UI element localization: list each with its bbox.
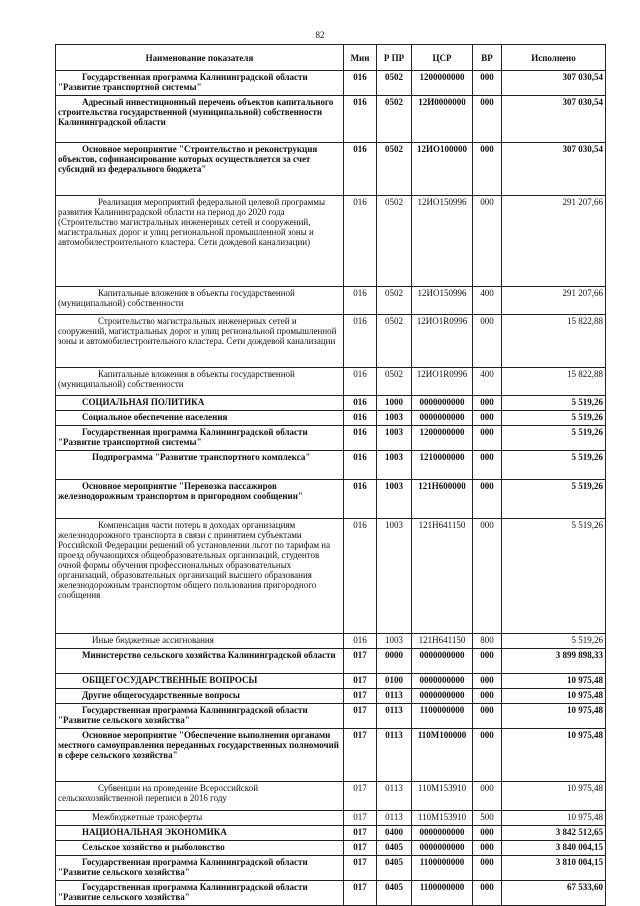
cell-rpr: 1000	[377, 396, 412, 411]
table-row	[56, 143, 606, 196]
header-csr: ЦСР	[412, 45, 473, 71]
table-row	[56, 396, 606, 411]
cell-rpr: 0502	[377, 315, 412, 368]
cell-done: 307 030,54	[502, 143, 606, 196]
cell-csr: 1200000000	[412, 426, 473, 451]
cell-rpr: 0000	[377, 649, 412, 674]
cell-name: НАЦИОНАЛЬНАЯ ЭКОНОМИКА	[56, 826, 344, 841]
cell-name: Адресный инвестиционный перечень объектов капитального строительства государственной (муниципальной) собственности Калининградской области	[56, 96, 344, 143]
cell-done: 15 822,88	[502, 315, 606, 368]
cell-csr: 110М100000	[412, 729, 473, 782]
cell-csr: 121Н641150	[412, 634, 473, 649]
cell-done: 10 975,48	[502, 782, 606, 811]
cell-name: Государственная программа Калининградской области "Развитие сельского хозяйства"	[56, 881, 344, 906]
cell-min: 017	[344, 674, 377, 689]
cell-vr: 000	[473, 826, 502, 841]
cell-vr: 000	[473, 649, 502, 674]
cell-min: 017	[344, 649, 377, 674]
cell-rpr: 0502	[377, 196, 412, 287]
cell-min: 016	[344, 519, 377, 634]
table-row	[56, 96, 606, 143]
cell-csr: 0000000000	[412, 826, 473, 841]
cell-done: 15 822,88	[502, 368, 606, 396]
cell-vr: 400	[473, 368, 502, 396]
cell-min: 017	[344, 826, 377, 841]
cell-done: 5 519,26	[502, 396, 606, 411]
table-row	[56, 881, 606, 906]
cell-csr: 0000000000	[412, 841, 473, 856]
cell-rpr: 0502	[377, 96, 412, 143]
cell-min: 016	[344, 451, 377, 480]
table-row	[56, 315, 606, 368]
cell-vr: 000	[473, 674, 502, 689]
cell-csr: 1100000000	[412, 881, 473, 906]
cell-done: 3 810 004,15	[502, 856, 606, 881]
cell-done: 307 030,54	[502, 96, 606, 143]
cell-name: Основное мероприятие "Перевозка пассажиров железнодорожным транспортом в пригородном сообщении"	[56, 480, 344, 519]
cell-vr: 000	[473, 881, 502, 906]
cell-min: 017	[344, 881, 377, 906]
cell-rpr: 0113	[377, 782, 412, 811]
cell-done: 5 519,26	[502, 634, 606, 649]
cell-vr: 400	[473, 287, 502, 315]
table-row	[56, 674, 606, 689]
cell-vr: 000	[473, 704, 502, 729]
cell-name: Социальное обеспечение населения	[56, 411, 344, 426]
table-row	[56, 426, 606, 451]
cell-vr: 000	[473, 519, 502, 634]
header-rpr: Р ПР	[377, 45, 412, 71]
cell-rpr: 0405	[377, 856, 412, 881]
table-header-row	[56, 45, 606, 71]
cell-done: 3 899 898,33	[502, 649, 606, 674]
table-row	[56, 689, 606, 704]
table-row	[56, 782, 606, 811]
cell-csr: 12ИО150996	[412, 196, 473, 287]
cell-min: 016	[344, 143, 377, 196]
cell-csr: 1100000000	[412, 704, 473, 729]
cell-min: 016	[344, 634, 377, 649]
cell-min: 016	[344, 71, 377, 96]
cell-name: Компенсация части потерь в доходах организациям железнодорожного транспорта в связи с принятием субъектами Российской Федерации решений об установлении льгот по тарифам на проезд обучающихся общеобразовательных организаций, студентов очной формы обучения профессиональных образовательных организаций, образовательных организаций высшего образования железнодорожным транспортом общего пользования пригородного сообщения	[56, 519, 344, 634]
cell-done: 3 842 512,65	[502, 826, 606, 841]
cell-name: Межбюджетные трансферты	[56, 811, 344, 826]
cell-rpr: 1003	[377, 519, 412, 634]
cell-name: Иные бюджетные ассигнования	[56, 634, 344, 649]
cell-vr: 000	[473, 196, 502, 287]
header-name: Наименование показателя	[56, 45, 344, 71]
table-row	[56, 649, 606, 674]
cell-name: Реализация мероприятий федеральной целевой программы развития Калининградской области на период до 2020 года (Строительство магистральных инженерных сетей и сооружений, магистральных дорог и улиц региональной промышленной зоны и автомобилестроительного кластера. Сети дождевой канализации)	[56, 196, 344, 287]
cell-name: Сельское хозяйство и рыболовство	[56, 841, 344, 856]
cell-min: 017	[344, 782, 377, 811]
cell-rpr: 0405	[377, 841, 412, 856]
cell-rpr: 0113	[377, 729, 412, 782]
cell-vr: 000	[473, 315, 502, 368]
cell-vr: 000	[473, 480, 502, 519]
cell-csr: 12ИО150996	[412, 287, 473, 315]
cell-name: Другие общегосударственные вопросы	[56, 689, 344, 704]
cell-done: 5 519,26	[502, 519, 606, 634]
cell-rpr: 1003	[377, 411, 412, 426]
cell-name: Государственная программа Калининградской области "Развитие сельского хозяйства"	[56, 704, 344, 729]
cell-vr: 800	[473, 634, 502, 649]
cell-csr: 12ИО1R0996	[412, 315, 473, 368]
table-row	[56, 704, 606, 729]
cell-rpr: 0502	[377, 71, 412, 96]
cell-min: 016	[344, 426, 377, 451]
cell-done: 10 975,48	[502, 674, 606, 689]
table-row	[56, 811, 606, 826]
cell-csr: 1200000000	[412, 71, 473, 96]
cell-csr: 12И0000000	[412, 96, 473, 143]
table-row	[56, 856, 606, 881]
cell-min: 017	[344, 689, 377, 704]
cell-done: 10 975,48	[502, 689, 606, 704]
cell-vr: 500	[473, 811, 502, 826]
cell-csr: 1210000000	[412, 451, 473, 480]
cell-min: 017	[344, 856, 377, 881]
table-row	[56, 634, 606, 649]
cell-done: 5 519,26	[502, 451, 606, 480]
table-row	[56, 287, 606, 315]
cell-rpr: 0405	[377, 881, 412, 906]
table-body	[56, 71, 606, 906]
cell-rpr: 0502	[377, 143, 412, 196]
cell-name: Министерство сельского хозяйства Калининградской области	[56, 649, 344, 674]
table-row	[56, 826, 606, 841]
cell-rpr: 0502	[377, 287, 412, 315]
cell-done: 67 533,60	[502, 881, 606, 906]
cell-name: Капитальные вложения в объекты государственной (муниципальной) собственности	[56, 368, 344, 396]
cell-vr: 000	[473, 689, 502, 704]
cell-vr: 000	[473, 729, 502, 782]
cell-rpr: 0502	[377, 368, 412, 396]
cell-csr: 110М153910	[412, 811, 473, 826]
cell-name: Капитальные вложения в объекты государственной (муниципальной) собственности	[56, 287, 344, 315]
table-row	[56, 196, 606, 287]
table-row	[56, 729, 606, 782]
cell-min: 016	[344, 196, 377, 287]
cell-vr: 000	[473, 426, 502, 451]
cell-vr: 000	[473, 841, 502, 856]
page-number: 82	[315, 30, 325, 40]
cell-done: 10 975,48	[502, 704, 606, 729]
cell-min: 016	[344, 315, 377, 368]
cell-csr: 121Н600000	[412, 480, 473, 519]
cell-min: 017	[344, 729, 377, 782]
cell-name: Основное мероприятие "Обеспечение выполнения органами местного самоуправления переданных государственных полномочий в сфере сельского хозяйства"	[56, 729, 344, 782]
cell-name: Государственная программа Калининградской области "Развитие транспортной системы"	[56, 426, 344, 451]
cell-done: 291 207,66	[502, 196, 606, 287]
cell-csr: 121Н641150	[412, 519, 473, 634]
cell-vr: 000	[473, 143, 502, 196]
cell-csr: 0000000000	[412, 674, 473, 689]
cell-rpr: 0113	[377, 811, 412, 826]
cell-vr: 000	[473, 411, 502, 426]
table-row	[56, 71, 606, 96]
header-min: Мин	[344, 45, 377, 71]
cell-done: 5 519,26	[502, 480, 606, 519]
cell-rpr: 0400	[377, 826, 412, 841]
table-row	[56, 480, 606, 519]
cell-min: 016	[344, 368, 377, 396]
table-row	[56, 841, 606, 856]
cell-vr: 000	[473, 396, 502, 411]
cell-name: СОЦИАЛЬНАЯ ПОЛИТИКА	[56, 396, 344, 411]
cell-name: Основное мероприятие "Строительство и реконструкция объектов, софинансирование которых осуществляется за счет субсидий из федерального бюджета"	[56, 143, 344, 196]
cell-name: Государственная программа Калининградской области "Развитие сельского хозяйства"	[56, 856, 344, 881]
cell-min: 016	[344, 411, 377, 426]
cell-vr: 000	[473, 451, 502, 480]
cell-rpr: 0113	[377, 689, 412, 704]
cell-rpr: 1003	[377, 634, 412, 649]
cell-vr: 000	[473, 782, 502, 811]
cell-csr: 110М153910	[412, 782, 473, 811]
cell-done: 291 207,66	[502, 287, 606, 315]
cell-min: 016	[344, 396, 377, 411]
cell-name: ОБЩЕГОСУДАРСТВЕННЫЕ ВОПРОСЫ	[56, 674, 344, 689]
cell-vr: 000	[473, 96, 502, 143]
cell-rpr: 1003	[377, 451, 412, 480]
table-row	[56, 368, 606, 396]
cell-min: 016	[344, 480, 377, 519]
header-done: Исполнено	[502, 45, 606, 71]
cell-csr: 0000000000	[412, 689, 473, 704]
cell-name: Субвенции на проведение Всероссийской сельскохозяйственной переписи в 2016 году	[56, 782, 344, 811]
cell-done: 3 840 004,15	[502, 841, 606, 856]
cell-csr: 12ИО100000	[412, 143, 473, 196]
cell-csr: 0000000000	[412, 411, 473, 426]
table-row	[56, 519, 606, 634]
budget-table	[55, 44, 606, 906]
cell-min: 017	[344, 811, 377, 826]
table-row	[56, 411, 606, 426]
cell-csr: 12ИО1R0996	[412, 368, 473, 396]
cell-done: 5 519,26	[502, 411, 606, 426]
cell-csr: 1100000000	[412, 856, 473, 881]
cell-rpr: 0100	[377, 674, 412, 689]
cell-name: Подпрограмма "Развитие транспортного комплекса"	[56, 451, 344, 480]
cell-min: 017	[344, 841, 377, 856]
cell-done: 307 030,54	[502, 71, 606, 96]
cell-rpr: 0113	[377, 704, 412, 729]
cell-name: Строительство магистральных инженерных сетей и сооружений, магистральных дорог и улиц региональной промышленной зоны и автомобилестроительного кластера. Сети дождевой канализации	[56, 315, 344, 368]
cell-min: 016	[344, 96, 377, 143]
cell-done: 5 519,26	[502, 426, 606, 451]
cell-rpr: 1003	[377, 426, 412, 451]
cell-name: Государственная программа Калининградской области "Развитие транспортной системы"	[56, 71, 344, 96]
cell-csr: 0000000000	[412, 649, 473, 674]
cell-rpr: 1003	[377, 480, 412, 519]
table-row	[56, 451, 606, 480]
cell-vr: 000	[473, 856, 502, 881]
cell-min: 016	[344, 287, 377, 315]
cell-done: 10 975,48	[502, 729, 606, 782]
cell-vr: 000	[473, 71, 502, 96]
cell-done: 10 975,48	[502, 811, 606, 826]
cell-csr: 0000000000	[412, 396, 473, 411]
header-vr: ВР	[473, 45, 502, 71]
cell-min: 017	[344, 704, 377, 729]
